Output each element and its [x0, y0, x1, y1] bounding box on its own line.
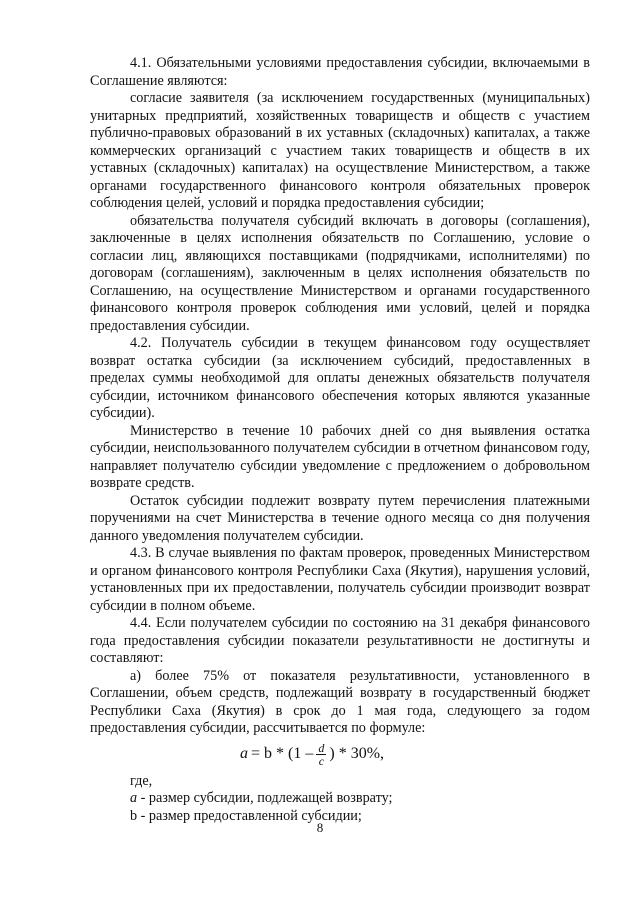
formula-numerator: d	[318, 740, 325, 755]
paragraph-consent: согласие заявителя (за исключением государственных (муниципальных) унитарных предприятий, хозяйственных товариществ и обществ с участием публично-правовых образований в их уставных (складочных) капиталах, а также коммерческих организаций с участием таких товариществ и обществ в их уставных (складочных) капиталах) на осуществление Министерством, а также органами государственного финансового контроля обязательных проверок соблюдения целей, условий и порядка предоставления субсидии;	[90, 90, 590, 211]
where-label: где,	[130, 772, 153, 789]
paragraph-obligations: обязательства получателя субсидий включать в договоры (соглашения), заключенные в целях исполнения обязательств по Соглашению, условие о согласии лиц, являющихся поставщиками (подрядчиками, исполнителями) по договорам (соглашениям), заключенным в целях исполнения обязательств по Соглашению, на осуществление Министерством и органами государственного финансового контроля проверок соблюдения ими условий, целей и порядка предоставления субсидии.	[90, 212, 590, 334]
paragraph-remainder-return: Остаток субсидии подлежит возврату путем перечисления платежными поручениями на счет Министерства в течение одного месяца со дня получения данного уведомления получателем субсидии.	[90, 492, 590, 544]
formula-rhs: ) * 30%,	[329, 745, 385, 763]
page-number: 8	[316, 820, 324, 835]
definition-b-symbol: b	[130, 807, 138, 824]
formula-eq: = b * (1 –	[251, 745, 314, 763]
definition-a	[130, 790, 590, 808]
document-body	[90, 55, 590, 825]
paragraph-4-3: 4.3. В случае выявления по фактам проверок, проведенных Министерством и органом финансового контроля Республики Саха (Якутия), нарушения условий, установленных при их предоставлении, получатель субсидии производит возврат субсидии в полном объеме.	[90, 545, 590, 614]
paragraph-ministry-notice: Министерство в течение 10 рабочих дней со дня выявления остатка субсидии, неиспользованного получателем субсидии в отчетном финансовом году, направляет получателю субсидии уведомление с предложением о добровольном возврате средств.	[90, 422, 590, 491]
formula-fraction	[316, 742, 326, 767]
paragraph-4-4: 4.4. Если получателем субсидии по состоянию на 31 декабря финансового года предоставления субсидии показатели результативности не достигнуты и составляют:	[90, 615, 590, 666]
paragraph-4-2: 4.2. Получатель субсидии в текущем финансовом году осуществляет возврат остатка субсидии (за исключением субсидий, предоставленных в пределах суммы необходимой для оплаты денежных обязательств получателя субсидии, источником финансового обеспечения которых являются указанные субсидии).	[90, 335, 590, 421]
definition-b-text: - размер предоставленной субсидии;	[137, 807, 362, 824]
paragraph-item-a: а) более 75% от показателя результативности, установленного в Соглашении, объем средств, подлежащий возврату в государственный бюджет Республики Саха (Якутия) в срок до 1 мая года, следующего за годом предоставления субсидии, рассчитывается по формуле:	[90, 667, 590, 736]
formula-denominator: c	[318, 753, 325, 768]
return-formula	[240, 742, 590, 767]
definition-a-text: - размер субсидии, подлежащей возврату;	[137, 790, 393, 806]
formula-lhs: a	[240, 745, 248, 763]
definition-a-symbol: a	[130, 790, 138, 806]
paragraph-4-1: 4.1. Обязательными условиями предоставления субсидии, включаемыми в Соглашение являются:	[90, 55, 590, 89]
